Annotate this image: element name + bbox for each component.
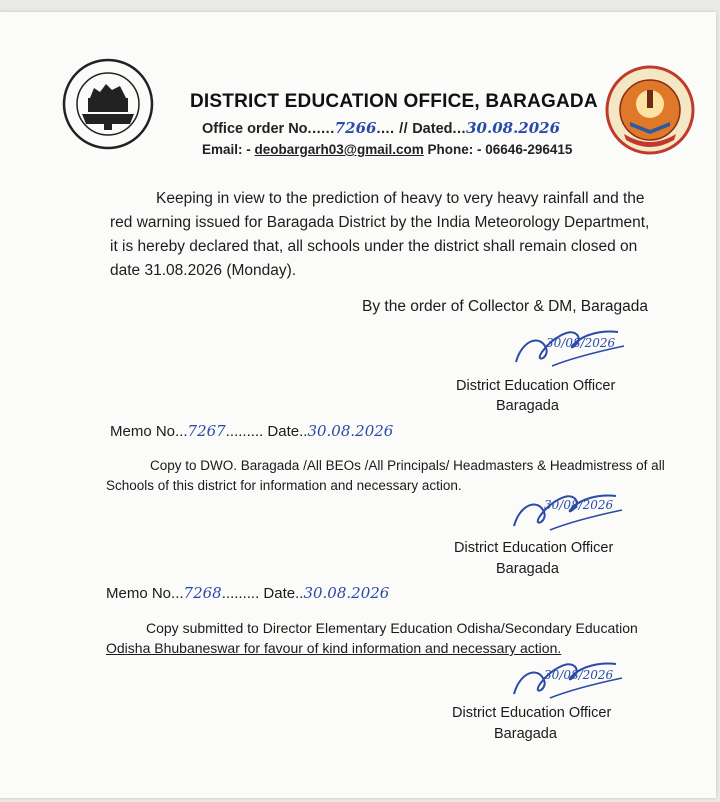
order-date-handwritten: 30.08.2026 — [466, 119, 561, 137]
email-label: Email: - — [202, 142, 251, 157]
memo-dots: ... — [175, 423, 188, 440]
memo-label: Memo No — [110, 423, 176, 440]
signatory-place: Baragada — [496, 398, 559, 414]
memo-number-handwritten: 7268 — [183, 584, 222, 602]
order-body-line: red warning issued for Baragada District by the India Meteorology Department, — [110, 214, 650, 231]
memo-label: Memo No — [106, 585, 172, 602]
memo-body-line: Odisha Bhubaneswar for favour of kind information and necessary action. — [106, 640, 562, 656]
memo-date-handwritten: 30.08.2026 — [303, 584, 390, 602]
memo-number-handwritten: 7267 — [187, 422, 226, 440]
memo-dots: ......... — [225, 423, 264, 440]
dated-label: Dated — [412, 121, 453, 137]
memo-date-label: Date — [263, 585, 296, 602]
signatory-place: Baragada — [496, 561, 559, 577]
signatory-place: Baragada — [494, 726, 557, 742]
dated-dots: ... — [452, 121, 467, 137]
phone-number: 06646-296415 — [485, 142, 573, 157]
signature-3 — [510, 650, 626, 708]
memo-dots: ......... — [221, 585, 260, 602]
order-dots: ...... — [307, 121, 335, 137]
signature-date: 30/08/2026 — [544, 498, 614, 512]
order-body-line: it is hereby declared that, all schools under the district shall remain closed on — [110, 238, 638, 255]
order-body-line: Keeping in view to the prediction of heavy to very heavy rainfall and the — [156, 190, 645, 207]
signatory-title: District Education Officer — [456, 378, 616, 394]
odisha-emblem-logo — [60, 56, 156, 152]
memo-2-header — [106, 584, 389, 602]
order-body-line: date 31.08.2026 (Monday). — [110, 262, 297, 279]
signature-2 — [510, 482, 626, 540]
memo-body-line: Copy to DWO. Baragada /All BEOs /All Principals/ Headmasters & Headmistress of all — [150, 458, 665, 473]
order-label: Office order No — [202, 121, 308, 137]
memo-date-dots: .. — [295, 585, 304, 602]
contact-line — [202, 142, 572, 157]
office-order-document — [0, 12, 716, 798]
memo-date-dots: .. — [299, 423, 308, 440]
phone-label: Phone: - — [427, 142, 482, 157]
signature-date: 30/08/2026 — [546, 336, 616, 350]
memo-body-line: Copy submitted to Director Elementary Education Odisha/Secondary Education — [146, 620, 638, 636]
signature-date: 30/08/2026 — [544, 668, 614, 682]
memo-date-label: Date — [267, 423, 300, 440]
email-link[interactable]: deobargarh03@gmail.com — [254, 142, 424, 157]
education-district-logo — [604, 64, 696, 156]
office-name-heading: DISTRICT EDUCATION OFFICE, BARAGADA — [190, 91, 598, 112]
memo-date-handwritten: 30.08.2026 — [307, 422, 394, 440]
signature-1 — [512, 318, 628, 376]
signatory-title: District Education Officer — [454, 540, 614, 556]
signatory-title: District Education Officer — [452, 705, 612, 721]
memo-1-header — [110, 422, 393, 440]
memo-dots: ... — [171, 585, 184, 602]
order-number-handwritten: 7266 — [334, 119, 377, 137]
memo-body-line: Schools of this district for information and necessary action. — [106, 478, 462, 493]
office-order-line — [202, 119, 560, 137]
order-separator: .... // — [376, 121, 409, 137]
by-order-text: By the order of Collector & DM, Baragada — [362, 298, 649, 315]
order-body — [110, 187, 649, 283]
